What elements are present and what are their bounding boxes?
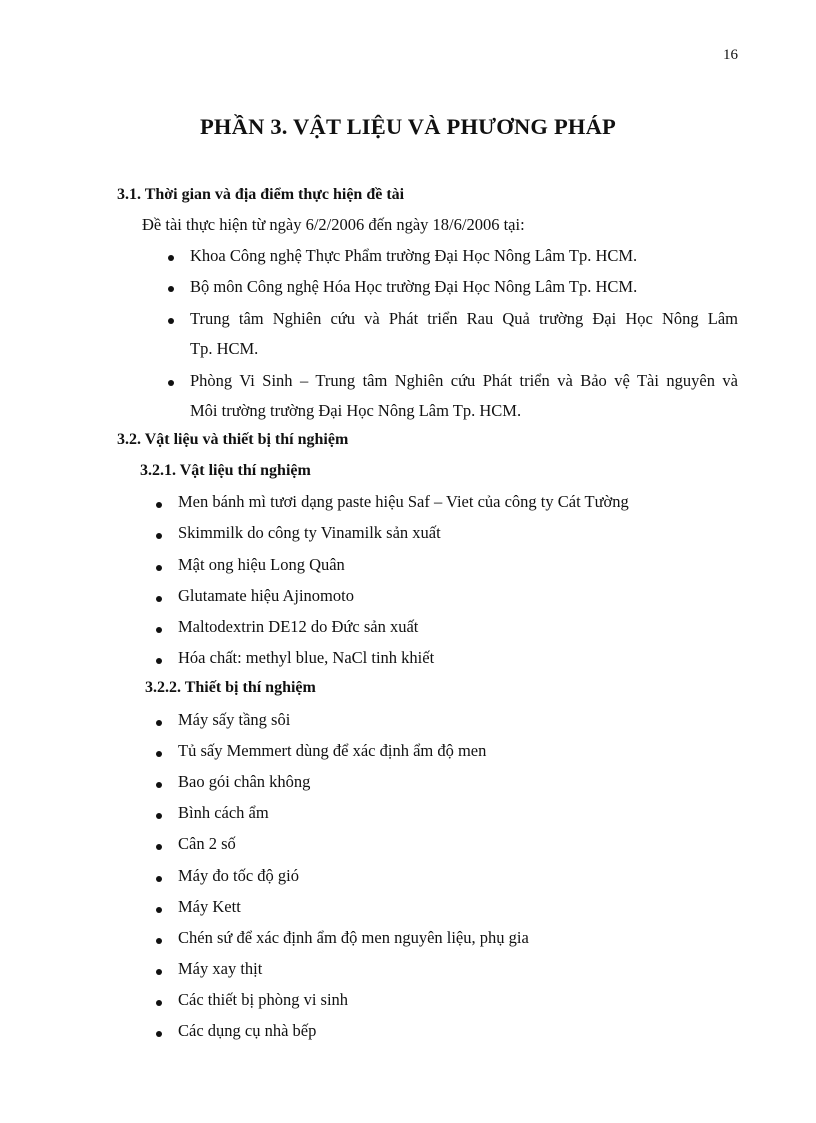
bullet-icon [156,1031,162,1037]
section-3-2-2-heading: 3.2.2. Thiết bị thí nghiệm [145,679,316,696]
bullet-icon [156,969,162,975]
list-item: Phòng Vi Sinh – Trung tâm Nghiên cứu Phát triển và Bảo vệ Tài nguyên và [190,371,738,390]
list-item: Chén sứ để xác định ẩm độ men nguyên liệu, phụ gia [178,928,529,947]
list-item: Cân 2 số [178,834,236,853]
list-item: Các thiết bị phòng vi sinh [178,990,349,1009]
bullet-icon [156,907,162,913]
list-item: Maltodextrin DE12 do Đức sản xuất [178,617,419,636]
bullet-icon [156,813,162,819]
list-item: Bình cách ẩm [178,803,269,822]
bullet-icon [156,844,162,850]
bullet-icon [168,255,174,261]
bullet-icon [156,938,162,944]
list-item: Khoa Công nghệ Thực Phẩm trường Đại Học Nông Lâm Tp. HCM. [190,246,638,265]
list-item: Máy Kett [178,897,241,916]
list-item: Tủ sấy Memmert dùng để xác định ẩm độ men [178,741,487,760]
list-item: Mật ong hiệu Long Quân [178,555,345,574]
page-title: PHẦN 3. VẬT LIỆU VÀ PHƯƠNG PHÁP [199,114,616,139]
section-3-1-heading: 3.1. Thời gian và địa điểm thực hiện đề tài [117,186,405,203]
list-item: Máy xay thịt [178,959,263,978]
list-item: Hóa chất: methyl blue, NaCl tinh khiết [178,648,435,667]
bullet-icon [168,380,174,386]
bullet-icon [156,533,162,539]
list-item: Glutamate hiệu Ajinomoto [178,586,354,605]
bullet-icon [156,565,162,571]
section-3-1-intro: Đề tài thực hiện từ ngày 6/2/2006 đến ngày 18/6/2006 tại: [142,215,525,234]
bullet-icon [156,596,162,602]
list-item: Bao gói chân không [178,772,311,791]
bullet-icon [156,502,162,508]
section-3-2-heading: 3.2. Vật liệu và thiết bị thí nghiệm [117,431,349,448]
list-item-continuation: Môi trường trường Đại Học Nông Lâm Tp. HCM. [190,401,522,420]
bullet-icon [156,751,162,757]
list-item: Bộ môn Công nghệ Hóa Học trường Đại Học Nông Lâm Tp. HCM. [190,277,638,296]
list-item-continuation: Tp. HCM. [190,339,259,358]
section-3-2-1-heading: 3.2.1. Vật liệu thí nghiệm [140,462,311,479]
bullet-icon [156,658,162,664]
bullet-icon [156,720,162,726]
bullet-icon [168,286,174,292]
bullet-icon [168,318,174,324]
list-item: Các dụng cụ nhà bếp [178,1021,317,1040]
list-item: Máy sấy tầng sôi [178,710,291,729]
bullet-icon [156,876,162,882]
list-item: Skimmilk do công ty Vinamilk sản xuất [178,523,441,542]
bullet-icon [156,627,162,633]
list-item: Men bánh mì tươi dạng paste hiệu Saf – Viet của công ty Cát Tường [178,492,629,511]
list-item: Máy đo tốc độ gió [178,866,299,885]
bullet-icon [156,1000,162,1006]
list-item: Trung tâm Nghiên cứu và Phát triển Rau Quả trường Đại Học Nông Lâm [190,309,738,328]
page-number: 16 [723,47,738,63]
bullet-icon [156,782,162,788]
